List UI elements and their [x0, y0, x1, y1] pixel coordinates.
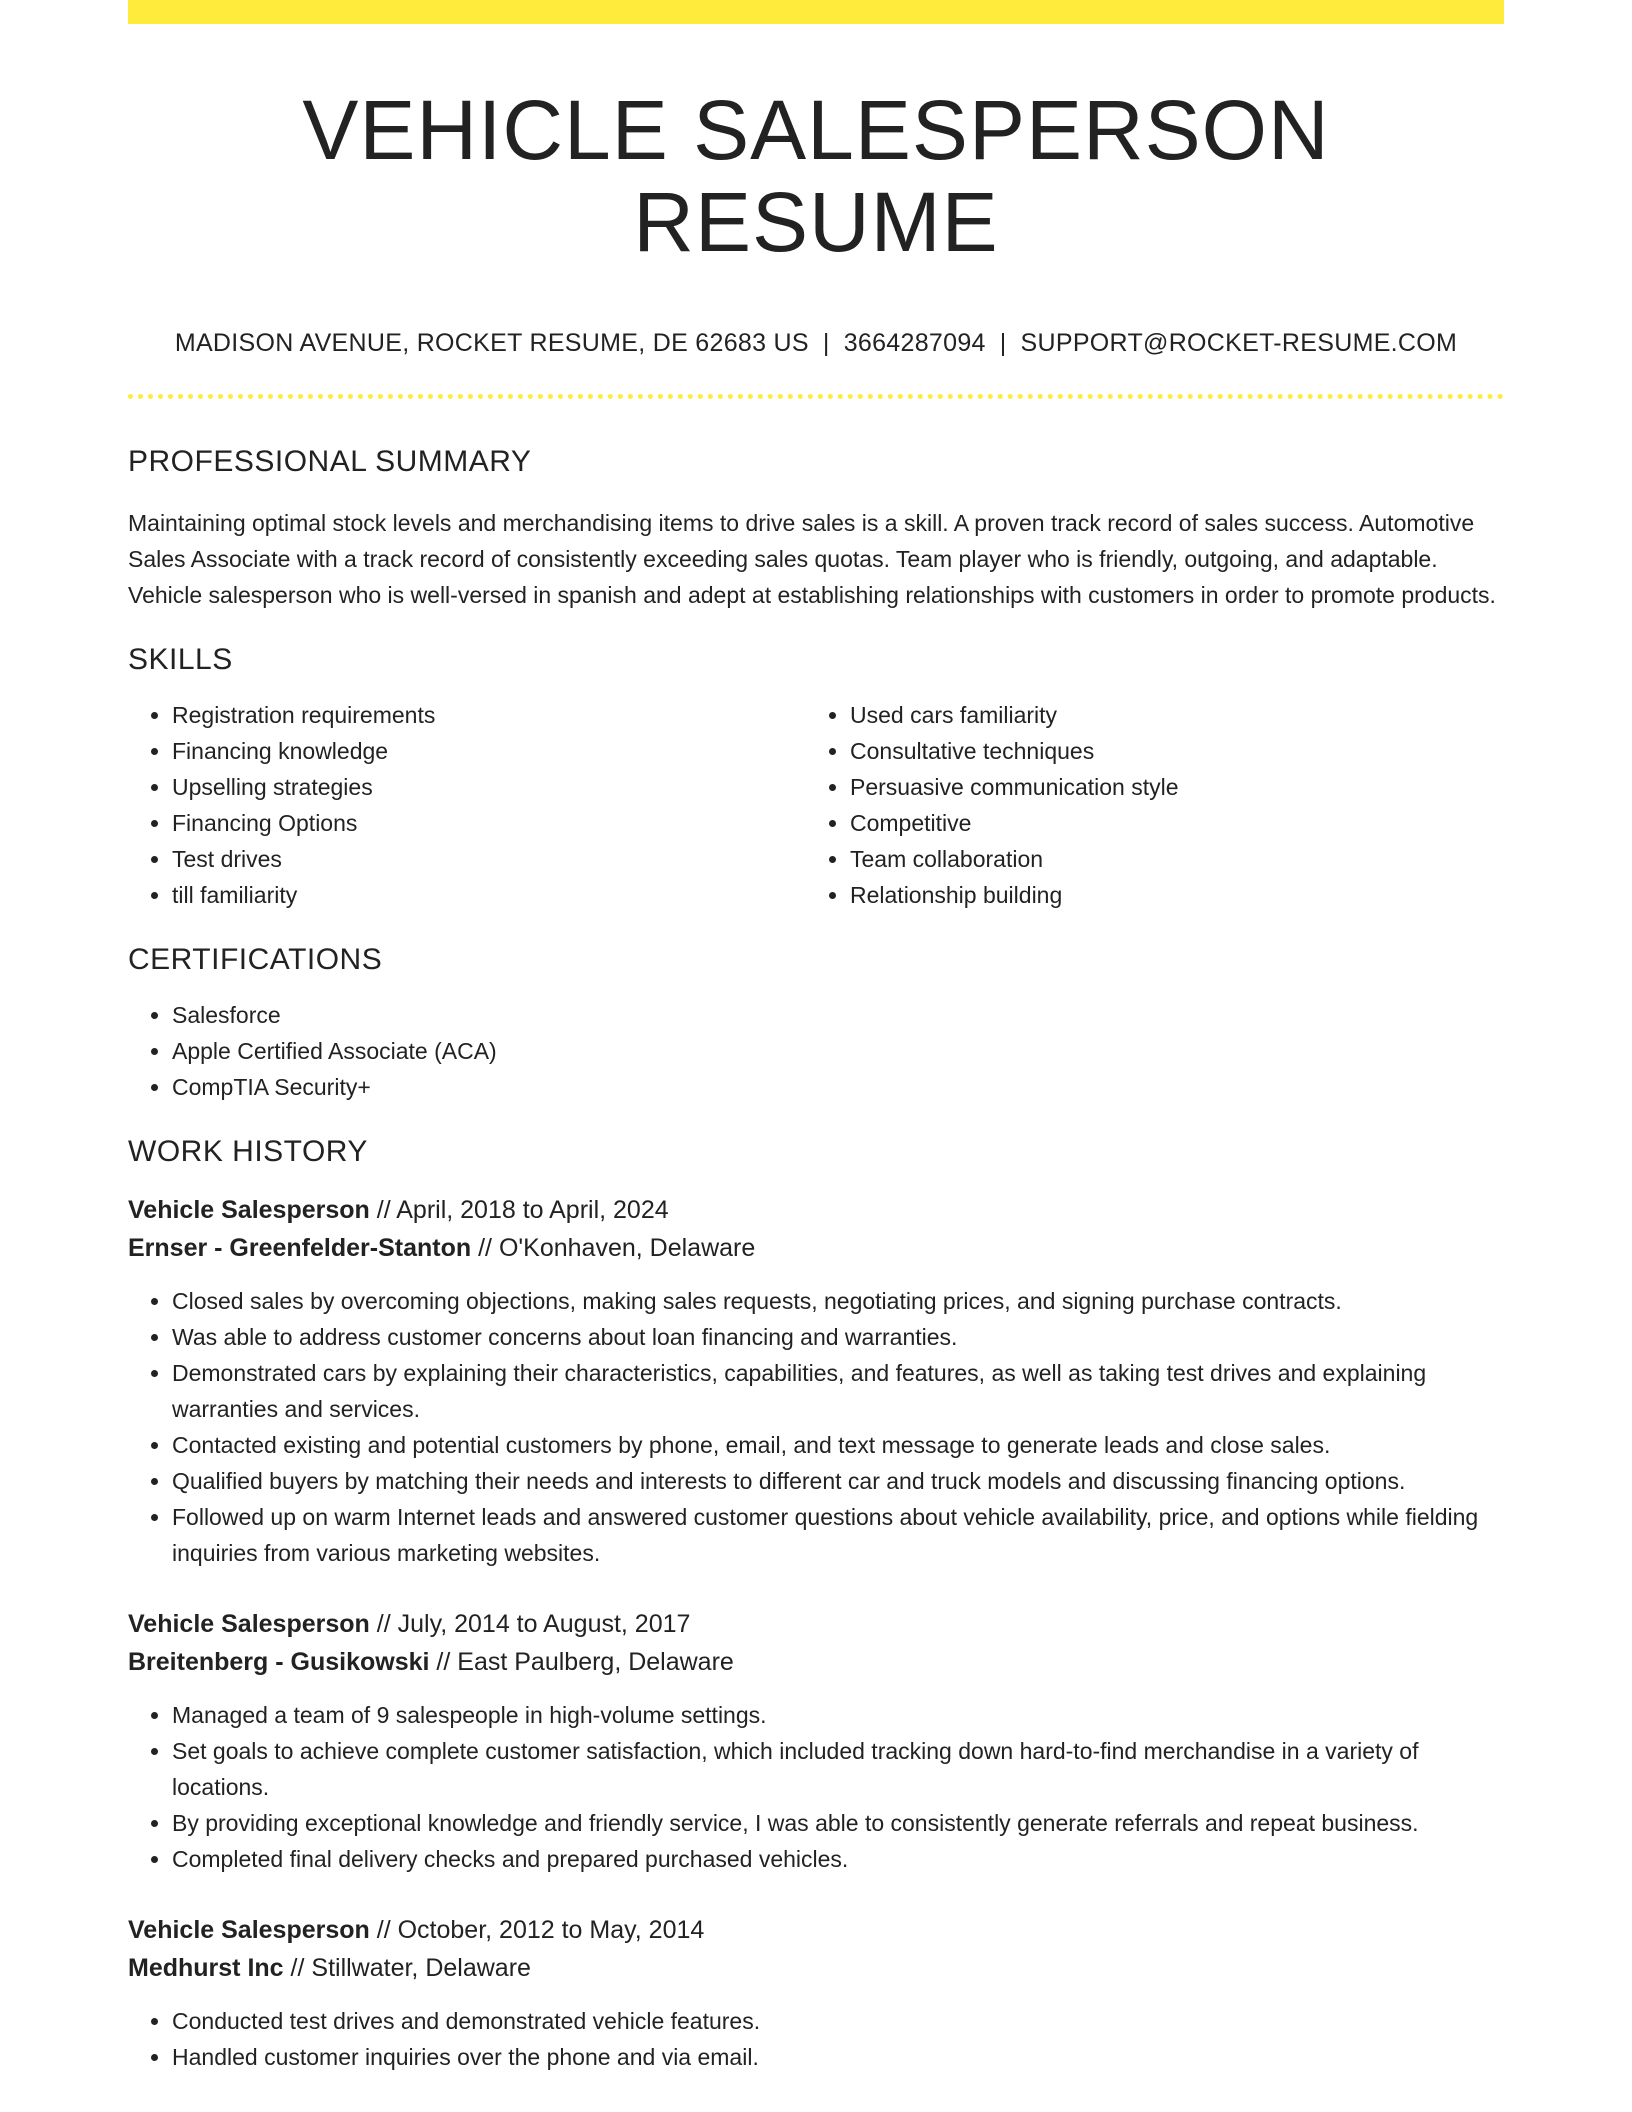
skills-list-left [128, 697, 806, 913]
skill-item: • Relationship building [850, 877, 1484, 913]
contact-separator: | [999, 328, 1007, 357]
resume-page [128, 0, 1504, 2075]
job-company: Medhurst Inc [128, 1953, 284, 1982]
certification-item: • Apple Certified Associate (ACA) [172, 1033, 1504, 1069]
job-delimiter: // [376, 1195, 391, 1224]
job-dates: October, 2012 to May, 2014 [397, 1915, 705, 1944]
skill-item: • Test drives [172, 841, 806, 877]
job-role-line [128, 1191, 1504, 1229]
job-delimiter: // [478, 1233, 492, 1262]
job-delimiter: // [376, 1915, 391, 1944]
job-bullet: • Was able to address customer concerns about loan financing and warranties. [172, 1319, 1504, 1355]
certification-item: • Salesforce [172, 997, 1504, 1033]
job-bullet: • Completed final delivery checks and prepared purchased vehicles. [172, 1841, 1504, 1877]
skill-item: • Upselling strategies [172, 769, 806, 805]
job-entry [128, 1911, 1504, 2075]
section-title-summary: PROFESSIONAL SUMMARY [128, 444, 532, 478]
job-delimiter: // [290, 1953, 305, 1982]
job-bullets [128, 2003, 1504, 2075]
job-bullet: • Demonstrated cars by explaining their characteristics, capabilities, and features, as well as taking test drives and explaining warranties and services. [172, 1355, 1504, 1427]
job-location: East Paulberg, Delaware [457, 1647, 734, 1676]
summary-text: Maintaining optimal stock levels and merchandising items to drive sales is a skill. A proven track record of sales success. Automotive Sales Associate with a track record of consistently exceeding sales quotas. Team player who is friendly, outgoing, and adaptable. Vehicle salesperson who is well-versed in spanish and adept at establishing relationships with customers in order to promote products. [128, 509, 1496, 608]
job-bullet: • Managed a team of 9 salespeople in high-volume settings. [172, 1697, 1504, 1733]
skills-column-left [128, 697, 806, 913]
skill-item: • till familiarity [172, 877, 806, 913]
job-bullet: • Contacted existing and potential customers by phone, email, and text message to generate leads and close sales. [172, 1427, 1504, 1463]
job-bullet: • Qualified buyers by matching their needs and interests to different car and truck models and discussing financing options. [172, 1463, 1504, 1499]
job-company: Ernser - Greenfelder-Stanton [128, 1233, 472, 1262]
job-delimiter: // [436, 1647, 451, 1676]
contact-separator: | [822, 328, 830, 357]
job-company-line [128, 1229, 1504, 1267]
job-dates: July, 2014 to August, 2017 [397, 1609, 691, 1638]
job-role: Vehicle Salesperson [128, 1609, 370, 1638]
skills-grid [128, 697, 1504, 913]
job-entry [128, 1191, 1504, 1571]
skill-item: • Persuasive communication style [850, 769, 1484, 805]
job-role: Vehicle Salesperson [128, 1195, 370, 1224]
job-company-line [128, 1643, 1504, 1681]
job-company-line [128, 1949, 1504, 1987]
job-role: Vehicle Salesperson [128, 1915, 370, 1944]
section-title-skills: SKILLS [128, 642, 233, 676]
resume-title: VEHICLE SALESPERSON RESUME [302, 83, 1330, 270]
job-role-line [128, 1605, 1504, 1643]
contact-line [128, 329, 1504, 358]
job-bullet: • Handled customer inquiries over the phone and via email. [172, 2039, 1504, 2075]
certification-item: • CompTIA Security+ [172, 1069, 1504, 1105]
skill-item: • Team collaboration [850, 841, 1484, 877]
section-title-work-history: WORK HISTORY [128, 1134, 368, 1168]
skill-item: • Used cars familiarity [850, 697, 1484, 733]
job-bullet: • By providing exceptional knowledge and friendly service, I was able to consistently generate referrals and repeat business. [172, 1805, 1504, 1841]
skills-list-right [806, 697, 1484, 913]
skill-item: • Financing Options [172, 805, 806, 841]
job-bullet: • Followed up on warm Internet leads and answered customer questions about vehicle availability, price, and options while fielding inquiries from various marketing websites. [172, 1499, 1504, 1571]
job-delimiter: // [376, 1609, 391, 1638]
job-dates: April, 2018 to April, 2024 [396, 1195, 669, 1224]
skill-item: • Competitive [850, 805, 1484, 841]
job-location: O'Konhaven, Delaware [498, 1233, 756, 1262]
job-company: Breitenberg - Gusikowski [128, 1647, 430, 1676]
certifications-list [128, 997, 1504, 1105]
section-title-certifications: CERTIFICATIONS [128, 942, 383, 976]
job-bullet: • Conducted test drives and demonstrated vehicle features. [172, 2003, 1504, 2039]
dotted-divider [128, 394, 1504, 399]
job-entry [128, 1605, 1504, 1877]
job-bullet: • Closed sales by overcoming objections, making sales requests, negotiating prices, and signing purchase contracts. [172, 1283, 1504, 1319]
job-bullet: • Set goals to achieve complete customer satisfaction, which included tracking down hard-to-find merchandise in a variety of locations. [172, 1733, 1504, 1805]
job-location: Stillwater, Delaware [311, 1953, 531, 1982]
skill-item: • Consultative techniques [850, 733, 1484, 769]
job-bullets [128, 1697, 1504, 1877]
job-role-line [128, 1911, 1504, 1949]
contact-phone: 3664287094 [843, 328, 986, 357]
skill-item: • Registration requirements [172, 697, 806, 733]
skills-column-right [806, 697, 1484, 913]
top-accent-bar [128, 0, 1504, 24]
contact-address: MADISON AVENUE, ROCKET RESUME, DE 62683 US [174, 328, 809, 357]
skill-item: • Financing knowledge [172, 733, 806, 769]
job-bullets [128, 1283, 1504, 1571]
contact-email: SUPPORT@ROCKET-RESUME.COM [1020, 328, 1458, 357]
